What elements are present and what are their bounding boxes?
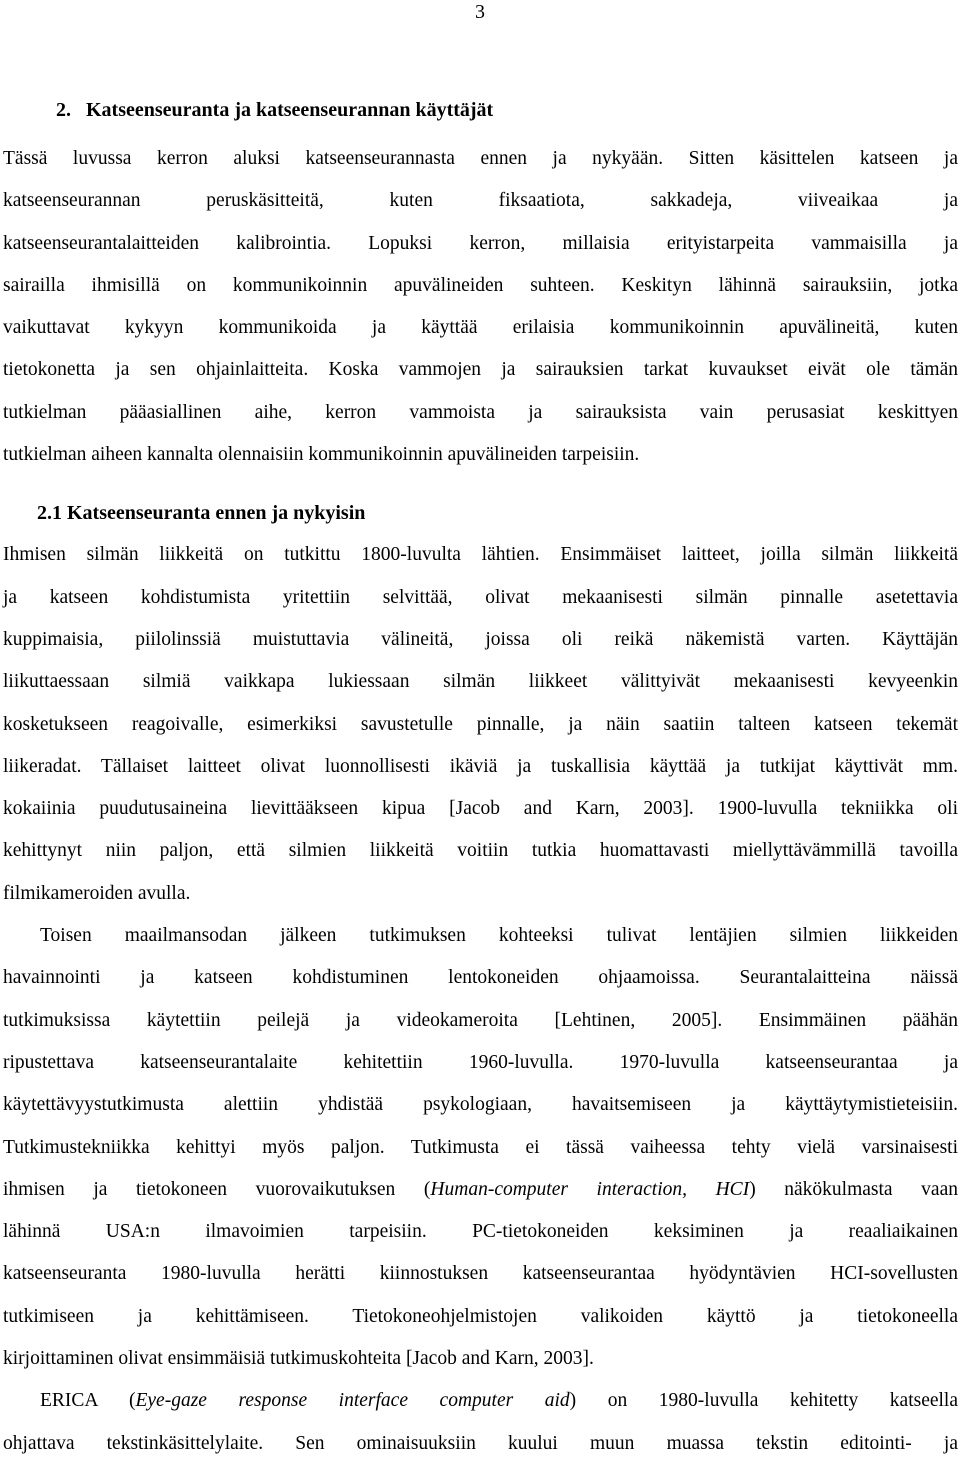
subsection-paragraph-2 — [3, 915, 958, 1380]
paragraph-line: filmikameroiden avulla. — [3, 882, 191, 904]
page-number: 3 — [475, 1, 485, 23]
paragraph-line: kosketukseen reagoivalle, esimerkiksi savustetulle pinnalle, ja näin saatiin talteen katseen tekemät — [3, 713, 958, 735]
paragraph-line: kokaiinia puudutusaineina lievittääkseen kipua [Jacob and Karn, 2003]. 1900-luvulla tekniikka oli — [3, 798, 958, 820]
paragraph-line: sairailla ihmisillä on kommunikoinnin apuvälineiden suhteen. Keskityn lähinnä sairauksiin, jotka — [3, 274, 958, 296]
paragraph-line: havainnointi ja katseen kohdistuminen lentokoneiden ohjaamoissa. Seurantalaitteina näissä — [3, 967, 958, 989]
paragraph-line: kuppimaisia, piilolinssiä muistuttavia välineitä, joissa oli reikä näkemistä varten. Käyttäjän — [3, 628, 958, 650]
paragraph-line: vaikuttavat kykyyn kommunikoida ja käyttää erilaisia kommunikoinnin apuvälineitä, kuten — [3, 317, 958, 339]
text-run: ERICA ( — [40, 1390, 136, 1412]
paragraph-line: tietokonetta ja sen ohjainlaitteita. Koska vammojen ja sairauksien tarkat kuvaukset eivät ole tämän — [3, 359, 958, 381]
text-run: ) näkökulmasta vaan — [749, 1178, 958, 1200]
paragraph-line: Ihmisen silmän liikkeitä on tutkittu 1800-luvulta lähtien. Ensimmäiset laitteet, joilla silmän liikkeitä — [3, 544, 958, 566]
subsection-heading: 2.1 Katseenseuranta ennen ja nykyisin — [37, 502, 366, 525]
paragraph-line: käytettävyystutkimusta alettiin yhdistää psykologiaan, havaitsemiseen ja käyttäytymistieteisiin. — [3, 1094, 958, 1116]
paragraph-line: Toisen maailmansodan jälkeen tutkimuksen kohteeksi tulivat lentäjien silmien liikkeiden — [40, 925, 958, 947]
paragraph-line: Tässä luvussa kerron aluksi katseenseurannasta ennen ja nykyään. Sitten käsittelen katseen ja — [3, 148, 958, 169]
paragraph-line-with-italic — [3, 1380, 958, 1422]
paragraph-line: tutkimiseen ja kehittämiseen. Tietokoneohjelmistojen valikoiden käyttö ja tietokoneella — [3, 1305, 958, 1327]
section-heading: 2. Katseenseuranta ja katseenseurannan käyttäjät — [56, 99, 494, 121]
subsection-paragraph-3 — [3, 1380, 958, 1465]
paragraph-line: tutkielman aiheen kannalta olennaisiin kommunikoinnin apuvälineiden tarpeisiin. — [3, 444, 640, 466]
paragraph-line: kehittynyt niin paljon, että silmien liikkeitä voitiin tutkia huomattavasti miellyttävämmillä tavoilla — [3, 840, 958, 862]
italic-term: Human-computer interaction, HCI — [430, 1178, 750, 1200]
subsection-paragraph-1 — [3, 534, 958, 915]
document-body — [3, 96, 958, 1465]
paragraph-line-with-italic — [3, 1169, 958, 1211]
paragraph-line: Tutkimustekniikka kehittyi myös paljon. Tutkimusta ei tässä vaiheessa tehty vielä varsinaisesti — [3, 1136, 958, 1158]
section-paragraph — [3, 138, 958, 476]
paragraph-line: ohjattava tekstinkäsittelylaite. Sen ominaisuuksiin kuului muun muassa tekstin editointi- ja — [3, 1432, 958, 1454]
paragraph-line: kirjoittaminen olivat ensimmäisiä tutkimuskohteita [Jacob and Karn, 2003]. — [3, 1348, 594, 1370]
paragraph-line: ja katseen kohdistumista yritettiin selvittää, olivat mekaanisesti silmän pinnalle asetettavia — [3, 586, 958, 608]
paragraph-line: ripustettava katseenseurantalaite kehitettiin 1960-luvulla. 1970-luvulla katseenseurantaa ja — [3, 1051, 958, 1073]
paragraph-line: lähinnä USA:n ilmavoimien tarpeisiin. PC-tietokoneiden keksiminen ja reaaliaikainen — [3, 1221, 958, 1243]
paragraph-line: liikeradat. Tällaiset laitteet olivat luonnollisesti ikäviä ja tuskallisia käyttää ja tutkijat käyttivät mm. — [3, 755, 958, 777]
italic-term: Eye-gaze response interface computer aid — [135, 1390, 570, 1412]
text-run: ihmisen ja tietokoneen vuorovaikutuksen ( — [3, 1178, 431, 1200]
paragraph-line: katseenseurantalaitteiden kalibrointia. Lopuksi kerron, millaisia erityistarpeita vammaisilla ja — [3, 232, 958, 254]
text-run: ) on 1980-luvulla kehitetty katseella — [569, 1390, 959, 1412]
paragraph-line: katseenseurannan peruskäsitteitä, kuten fiksaatiota, sakkadeja, viiveaikaa ja — [3, 190, 958, 212]
paragraph-line: tutkimuksissa käytettiin peilejä ja videokameroita [Lehtinen, 2005]. Ensimmäinen päähän — [3, 1009, 958, 1031]
paragraph-line: tutkielman pääasiallinen aihe, kerron vammoista ja sairauksista vain perusasiat keskittyen — [3, 401, 958, 423]
paragraph-line: liikuttaessaan silmiä vaikkapa lukiessaan silmän liikkeet välittyivät mekaanisesti kevyeenkin — [3, 671, 958, 693]
paragraph-line: katseenseuranta 1980-luvulla herätti kiinnostuksen katseenseurantaa hyödyntävien HCI-sovellusten — [3, 1263, 958, 1285]
